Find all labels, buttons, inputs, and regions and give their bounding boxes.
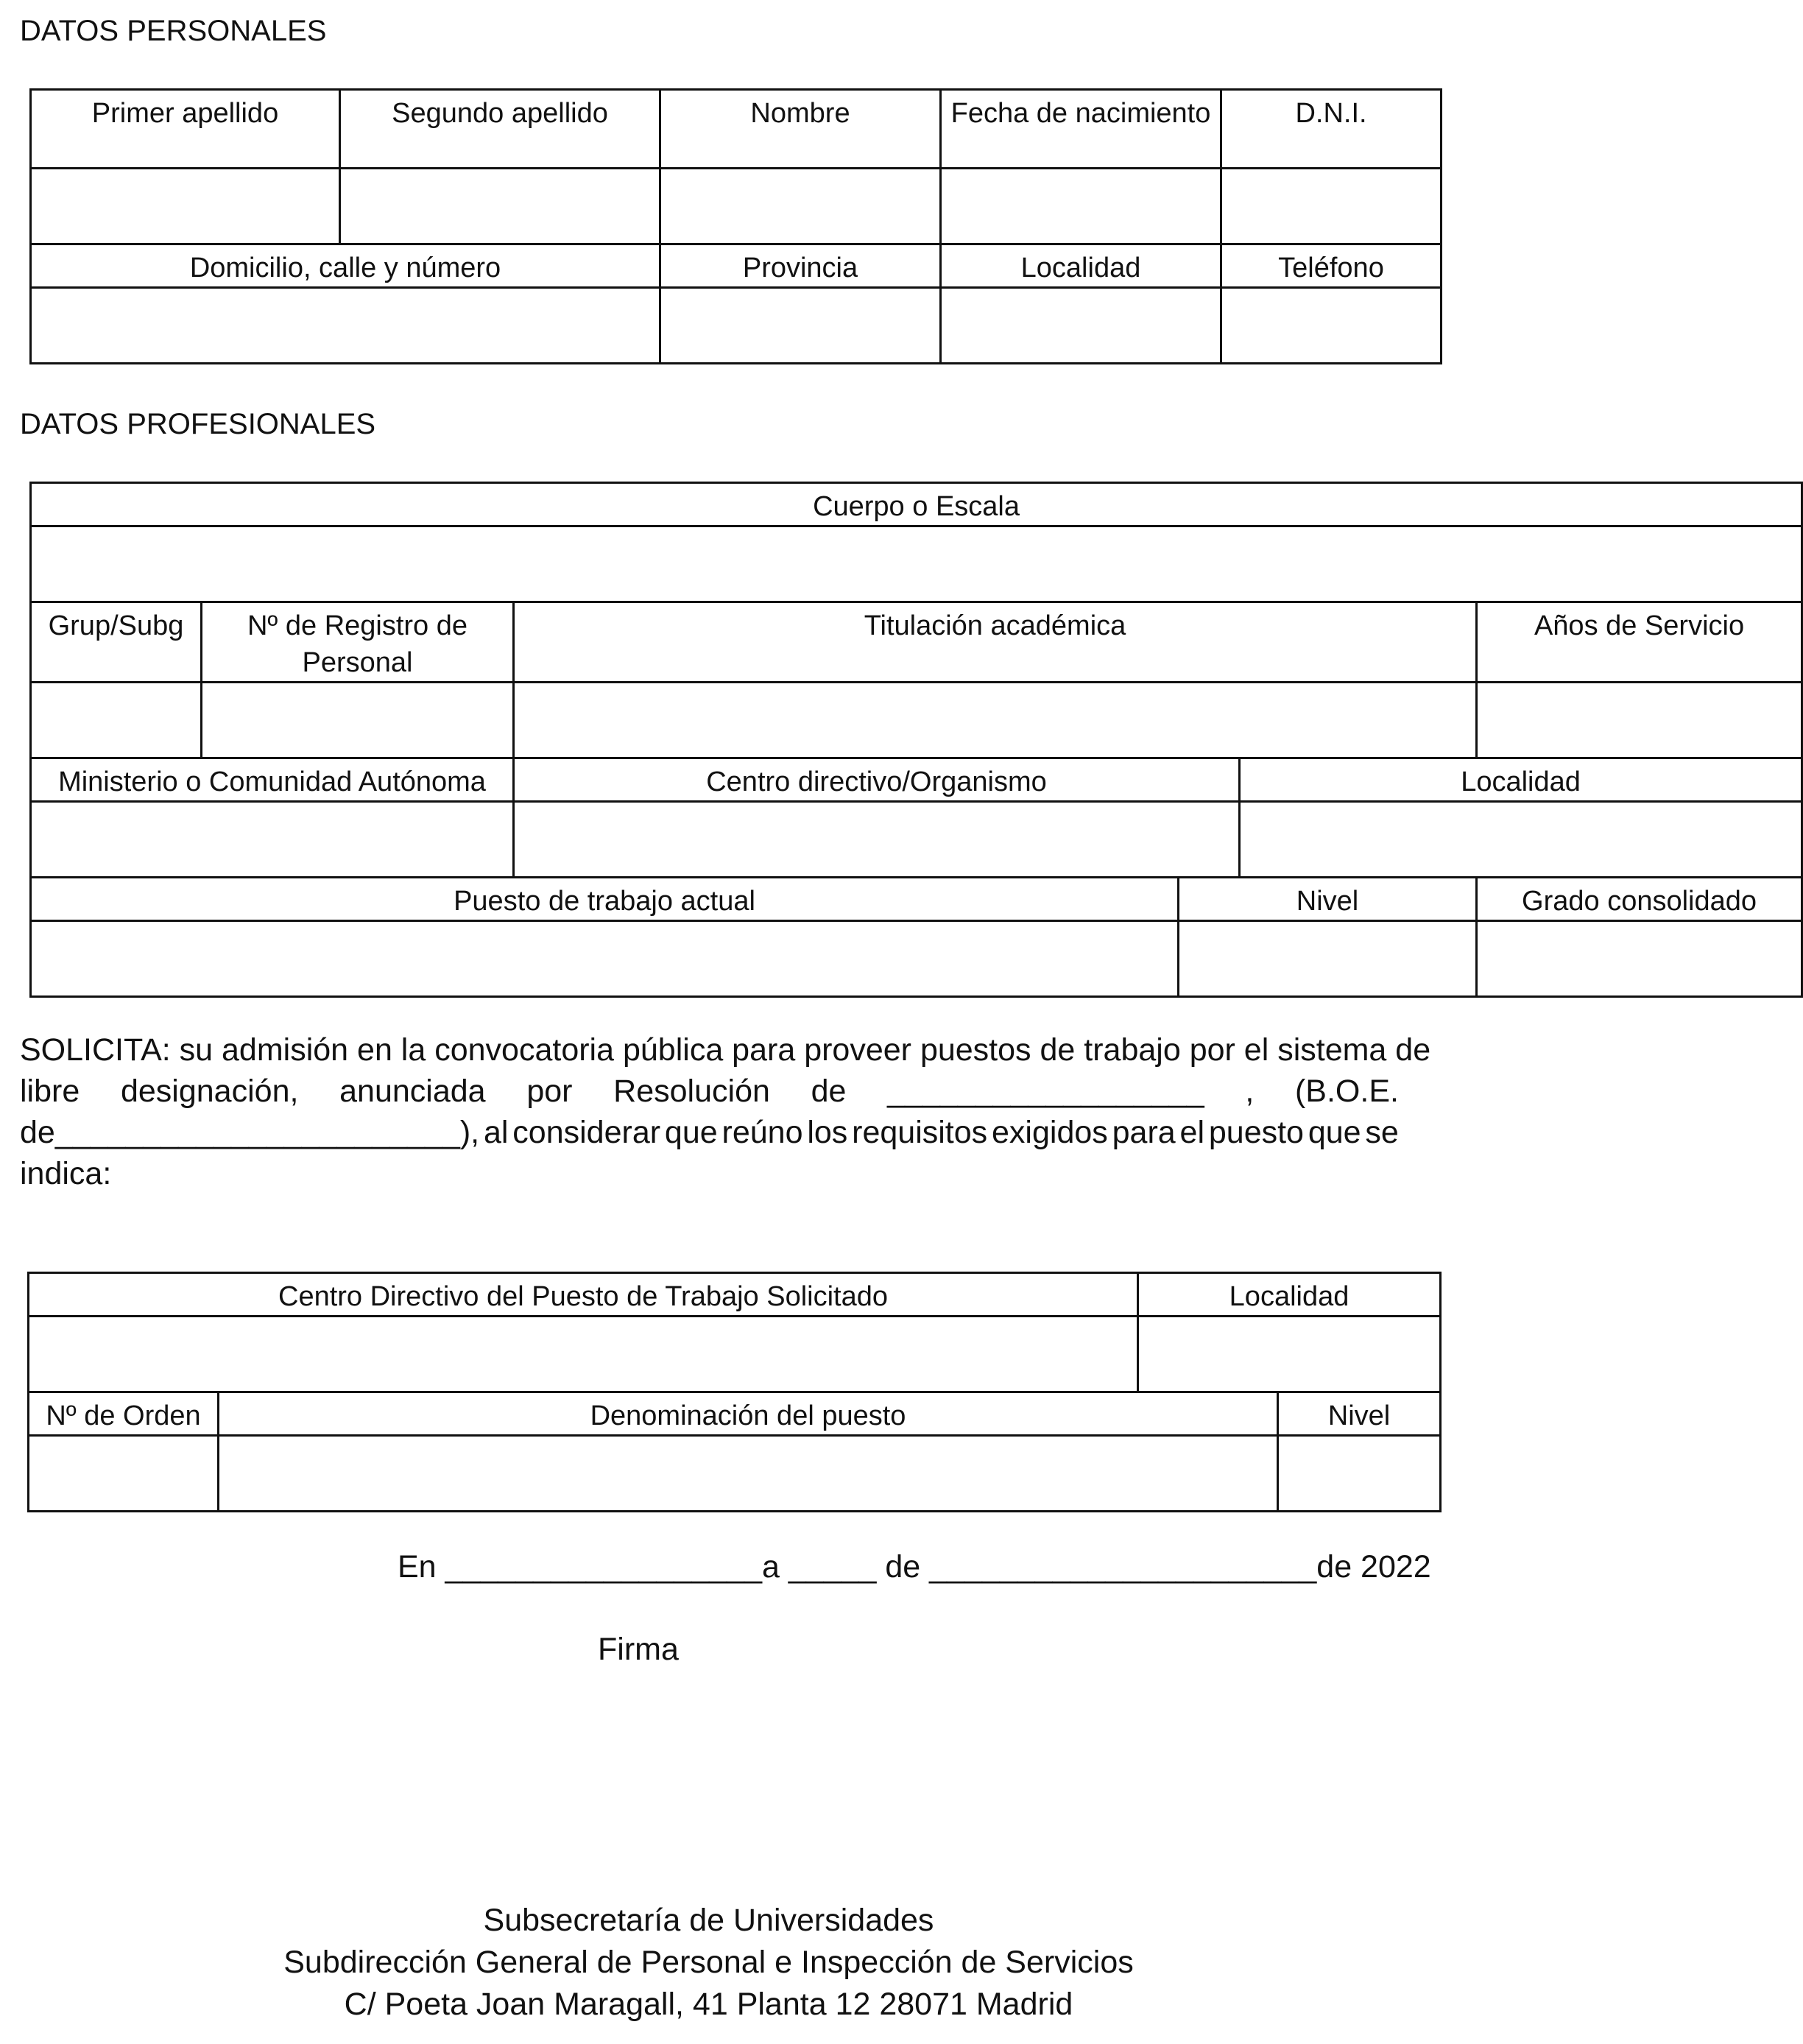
field-domicilio[interactable] — [31, 288, 660, 364]
header-cuerpo-escala: Cuerpo o Escala — [31, 483, 1802, 526]
solicita-line-2 — [20, 1071, 1399, 1112]
field-grup-subg[interactable] — [31, 683, 202, 758]
field-numero-orden[interactable] — [29, 1436, 219, 1512]
header-domicilio: Domicilio, calle y número — [31, 244, 660, 288]
header-puesto-actual: Puesto de trabajo actual — [31, 878, 1179, 921]
field-centro-puesto-solicitado[interactable] — [29, 1317, 1138, 1392]
field-nivel-puesto[interactable] — [1278, 1436, 1441, 1512]
header-fecha-nacimiento: Fecha de nacimiento — [941, 90, 1221, 169]
field-anos-servicio[interactable] — [1477, 683, 1802, 758]
field-nombre[interactable] — [660, 169, 941, 244]
header-localidad-puesto: Localidad — [1138, 1273, 1441, 1317]
footer-line-1: Subsecretaría de Universidades — [483, 1903, 934, 1938]
field-grado-consolidado[interactable] — [1477, 921, 1802, 997]
field-cuerpo-escala[interactable] — [31, 526, 1802, 602]
word: exigidos — [992, 1115, 1108, 1150]
field-registro-personal[interactable] — [202, 683, 514, 758]
word: libre — [20, 1074, 80, 1109]
word: designación, — [120, 1074, 299, 1109]
header-centro-puesto-solicitado: Centro Directivo del Puesto de Trabajo Solicitado — [29, 1273, 1138, 1317]
word: , — [1245, 1074, 1255, 1109]
solicita-paragraph — [20, 1029, 1431, 1194]
footer-line-3: C/ Poeta Joan Maragall, 41 Planta 12 28071 Madrid — [344, 1987, 1073, 2022]
field-fecha-nacimiento[interactable] — [941, 169, 1221, 244]
word: requisitos — [852, 1115, 988, 1150]
header-registro-personal: Nº de Registro de Personal — [202, 602, 514, 683]
header-nivel-puesto: Nivel — [1278, 1392, 1441, 1436]
header-nivel: Nivel — [1179, 878, 1477, 921]
solicita-line-4: indica: — [20, 1156, 112, 1191]
word: (B.O.E. — [1294, 1074, 1399, 1109]
word: para — [1112, 1115, 1176, 1150]
field-titulacion[interactable] — [514, 683, 1477, 758]
field-puesto-actual[interactable] — [31, 921, 1179, 997]
header-provincia: Provincia — [660, 244, 941, 288]
header-localidad-profesional: Localidad — [1240, 758, 1802, 802]
header-centro-directivo: Centro directivo/Organismo — [514, 758, 1240, 802]
header-denominacion-puesto: Denominación del puesto — [219, 1392, 1278, 1436]
word: de — [811, 1074, 847, 1109]
professional-data-table — [29, 482, 1803, 998]
firma-label: Firma — [598, 1632, 679, 1667]
header-grado-consolidado: Grado consolidado — [1477, 878, 1802, 921]
field-centro-directivo[interactable] — [514, 802, 1240, 878]
word: el — [1179, 1115, 1205, 1150]
resolucion-blank[interactable]: __________________ — [887, 1074, 1204, 1109]
header-titulacion: Titulación académica — [514, 602, 1477, 683]
field-segundo-apellido[interactable] — [340, 169, 660, 244]
word: considerar — [512, 1115, 661, 1150]
solicita-line-1: SOLICITA: su admisión en la convocatoria pública para proveer puestos de trabajo por el sistema de — [20, 1032, 1431, 1068]
word: Resolución — [613, 1074, 770, 1109]
footer-address — [0, 1900, 1417, 2026]
header-grup-subg: Grup/Subg — [31, 602, 202, 683]
word: los — [807, 1115, 848, 1150]
boe-blank[interactable]: de_______________________), — [20, 1115, 480, 1150]
footer-line-2: Subdirección General de Personal e Inspección de Servicios — [283, 1945, 1134, 1980]
word: se — [1365, 1115, 1399, 1150]
word: reúno — [721, 1115, 803, 1150]
word: anunciada — [339, 1074, 486, 1109]
section-heading-personal: DATOS PERSONALES — [20, 15, 327, 47]
field-telefono[interactable] — [1221, 288, 1442, 364]
word: al — [483, 1115, 509, 1150]
field-localidad[interactable] — [941, 288, 1221, 364]
field-ministerio[interactable] — [31, 802, 514, 878]
header-nombre: Nombre — [660, 90, 941, 169]
header-primer-apellido: Primer apellido — [31, 90, 340, 169]
field-primer-apellido[interactable] — [31, 169, 340, 244]
header-dni: D.N.I. — [1221, 90, 1442, 169]
field-nivel[interactable] — [1179, 921, 1477, 997]
date-line[interactable]: En __________________a _____ de ______________________de 2022 — [398, 1549, 1431, 1585]
field-dni[interactable] — [1221, 169, 1442, 244]
solicita-line-3 — [20, 1112, 1399, 1153]
header-telefono: Teléfono — [1221, 244, 1442, 288]
word: que — [1308, 1115, 1361, 1150]
field-localidad-profesional[interactable] — [1240, 802, 1802, 878]
word: por — [526, 1074, 573, 1109]
word: puesto — [1208, 1115, 1304, 1150]
header-anos-servicio: Años de Servicio — [1477, 602, 1802, 683]
field-denominacion-puesto[interactable] — [219, 1436, 1278, 1512]
header-numero-orden: Nº de Orden — [29, 1392, 219, 1436]
header-localidad: Localidad — [941, 244, 1221, 288]
field-provincia[interactable] — [660, 288, 941, 364]
header-ministerio: Ministerio o Comunidad Autónoma — [31, 758, 514, 802]
section-heading-professional: DATOS PROFESIONALES — [20, 408, 376, 440]
field-localidad-puesto[interactable] — [1138, 1317, 1441, 1392]
requested-position-table — [27, 1272, 1442, 1512]
personal-data-table — [29, 88, 1442, 364]
header-segundo-apellido: Segundo apellido — [340, 90, 660, 169]
word: que — [664, 1115, 718, 1150]
